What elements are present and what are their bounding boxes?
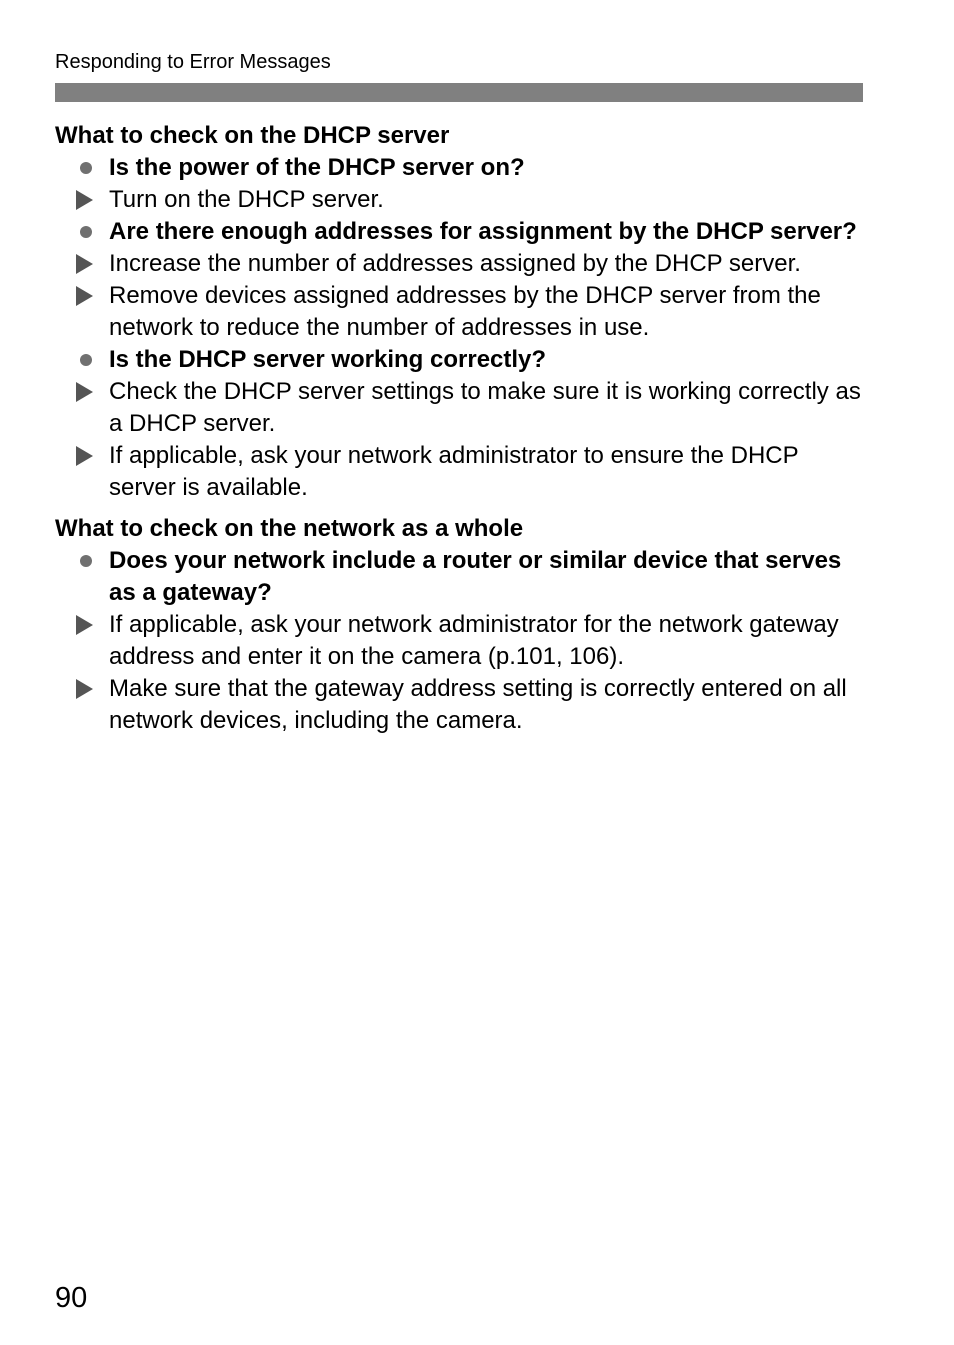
section-network-whole (55, 513, 863, 737)
answer-text: Increase the number of addresses assigned by the DHCP server. (109, 250, 801, 277)
section-title: What to check on the network as a whole (55, 515, 524, 542)
question-text: Is the power of the DHCP server on? (109, 154, 525, 181)
question-item (55, 152, 863, 184)
question-item (55, 344, 863, 376)
answer-text: Remove devices assigned addresses by the DHCP server from the network to reduce the number of addresses in use. (109, 282, 821, 341)
answer-item (55, 673, 863, 737)
answer-text: If applicable, ask your network administrator to ensure the DHCP server is available. (109, 442, 799, 501)
question-text: Is the DHCP server working correctly? (109, 346, 547, 373)
triangle-arrow-icon (55, 673, 109, 705)
triangle-arrow-icon (55, 609, 109, 641)
answer-item (55, 376, 863, 440)
page-content (55, 120, 863, 737)
answer-item (55, 248, 863, 280)
triangle-arrow-icon (55, 376, 109, 408)
question-item (55, 216, 863, 248)
bullet-dot-icon (55, 545, 109, 577)
triangle-arrow-icon (55, 280, 109, 312)
answer-text: If applicable, ask your network administrator for the network gateway address and enter it on the camera (p.101, 106). (109, 611, 839, 670)
answer-item (55, 184, 863, 216)
answer-item (55, 440, 863, 504)
bullet-dot-icon (55, 152, 109, 184)
answer-text: Check the DHCP server settings to make sure it is working correctly as a DHCP server. (109, 378, 861, 437)
answer-item (55, 280, 863, 344)
bullet-dot-icon (55, 216, 109, 248)
triangle-arrow-icon (55, 184, 109, 216)
section-dhcp-server (55, 120, 863, 504)
section-title: What to check on the DHCP server (55, 122, 450, 149)
answer-item (55, 609, 863, 673)
running-header: Responding to Error Messages (55, 51, 331, 73)
triangle-arrow-icon (55, 248, 109, 280)
answer-text: Make sure that the gateway address setting is correctly entered on all network devices, including the camera. (109, 675, 847, 734)
question-text: Are there enough addresses for assignment by the DHCP server? (109, 218, 857, 245)
question-item (55, 545, 863, 609)
answer-text: Turn on the DHCP server. (109, 186, 384, 213)
page-number: 90 (55, 1282, 88, 1314)
triangle-arrow-icon (55, 440, 109, 472)
question-text: Does your network include a router or similar device that serves as a gateway? (109, 547, 842, 606)
header-rule-bar (55, 83, 863, 102)
bullet-dot-icon (55, 344, 109, 376)
